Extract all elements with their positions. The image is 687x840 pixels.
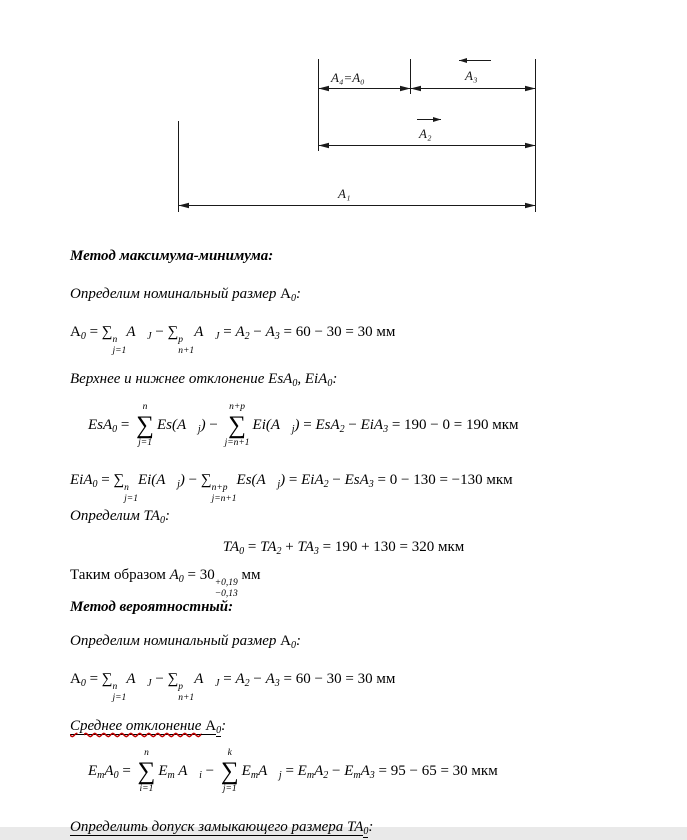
label-a1: A₁ (338, 186, 351, 201)
paragraph-nominal-size-2: Определим номинальный размер $А_0$: (70, 633, 301, 651)
formula-ta: $TA_0 = TA_2 + TA_3 = 190 + 130 = 320$ мкм (222, 539, 465, 557)
formula-em: $E_mA_0$ = n ∑ i=1 $E_m$ $A⃗_i$ − k ∑ j=1 $E_mA⃖_j = E_mA_2 - E_mA_3 = 95 - 65 = 30$ мкм (88, 748, 498, 794)
paragraph-nominal-size-1: Определим номинальный размер $А_0$: (70, 286, 301, 304)
paragraph-mean-deviation: Среднее отклонение $А_0$: (70, 718, 227, 736)
vector-arrow-a2-icon (417, 117, 441, 122)
label-a2: A₂ (419, 126, 432, 141)
dimension-line-a1 (179, 203, 536, 208)
paragraph-deviations: Верхнее и нижнее отклонение EsA$_0$, EiA$_0$: (70, 371, 338, 389)
dimension-chain-diagram (0, 0, 687, 228)
vector-arrow-a3-icon (459, 58, 491, 63)
formula-nominal-size-2: $A_0$ = ∑ n j=1 $A⃗_J$ − ∑ p n+1 $A⃖_J = A_2 - A_3 = 60 - 30 = 30$ мм (70, 671, 396, 703)
label-a4-a0: A₄=A₀ (331, 70, 365, 85)
dimension-line-a2 (319, 143, 536, 148)
formula-ei: EiA$_0$ = ∑ n j=1 $Ei(A⃗_j)$ − ∑ n+p j=n+1 $Es(A⃖_j) = EiA_2 - EsA_3 = 0 - 130 = -130$ мкм (70, 472, 513, 504)
label-a3: A₃ (465, 68, 478, 83)
heading-probabilistic-method: Метод вероятностный: (70, 599, 234, 615)
heading-maxmin-method: Метод максимума-минимума: (70, 248, 274, 264)
paragraph-tolerance-cutoff: Определить допуск замыкающего размера $TA_0$: (70, 819, 374, 837)
dimension-line-a4-a3 (319, 86, 536, 91)
formula-es: EsA$_0$ = n ∑ j=1 $Es(A⃗_j)$ − n+p ∑ j=n+1 $Ei(A⃖_j) = EsA_2 - EiA_3 = 190 - 0 = 190$ мкм (88, 402, 519, 448)
formula-result: Таким образом $A_0 = 30$ +0,19 −0,13 мм (70, 567, 261, 599)
formula-nominal-size-1: $A_0$ = ∑ n j=1 $A⃗_J$ − ∑ p n+1 $A⃖_J = A_2 - A_3 = 60 - 30 = 30$ мм (70, 324, 396, 356)
paragraph-ta: Определим $TA_0$: (70, 508, 170, 526)
